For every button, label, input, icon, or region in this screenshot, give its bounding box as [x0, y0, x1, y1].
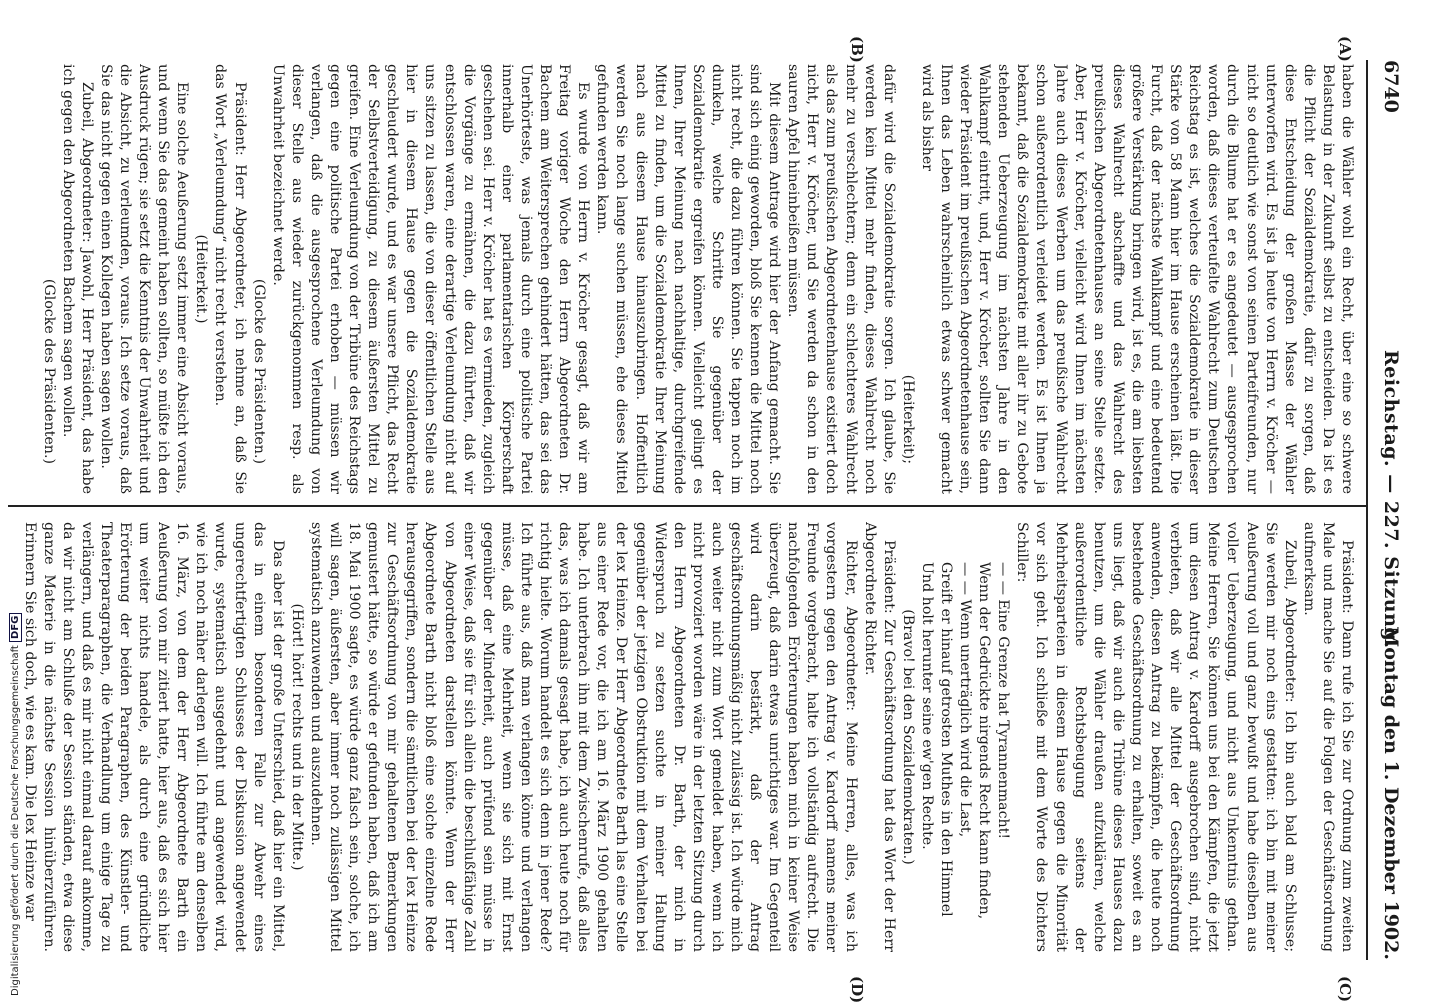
- speaker-paragraph: Präsident: Zur Geschäftsordnung hat das Wort der Herr Abgeordnete Richter.: [861, 522, 897, 952]
- interjection: (Glocke des Präsidenten.): [250, 278, 267, 464]
- interjection: (Heiterkeit.): [193, 234, 210, 324]
- verse-line: Und holt herunter seine ew'gen Rechte.: [918, 562, 935, 850]
- verse-line: Wenn der Gedrückte nirgends Recht kann finden,: [976, 562, 993, 920]
- speaker-paragraph: Zubeil, Abgeordneter: Jawohl, Herr Präsident, das habe ich gegen den Abgeordneten Bachem sagen wollen.: [59, 64, 95, 494]
- credit-text: Digitalisierung gefördert durch die Deutsche Forschungsgemeinschaft: [10, 645, 21, 996]
- column-divider: [8, 505, 1368, 507]
- interjection: (Bravo! bei den Sozialdemokraten.): [899, 609, 916, 865]
- verse-line: — — Wenn unerträglich wird die Last,: [957, 562, 974, 838]
- right-column: [16, 522, 1356, 952]
- margin-marker-b: (B): [848, 36, 866, 63]
- session-title: Reichstag. — 227. Sitzung.: [1380, 350, 1402, 649]
- paragraph: dafür wird die Sozialdemokratie sorgen. Ich glaube, Sie werden kein Mittel mehr finden, dieses Wahlrecht noch mehr zu verschlechtern; denn ein schlechteres Wahlrecht als das zum preußischen Abgeordnetenhause existiert doch nicht, Herr v. Kröcher, und Sie werden da schon in den sauren Apfel hineinbeißen müssen.: [785, 64, 897, 494]
- paragraph: haben die Wähler wohl ein Recht, über eine so schwere Belastung in der Zukunft selbst zu entscheiden. Da ist es die Pflicht der Sozialdemokratie, dafür zu sorgen, daß diese Entscheidung der großen Masse der Wähler unterworfen wird. Es ist ja heute von Herrn v. Kröcher — nicht so deutlich wie sonst von seinen Parteifreunden, nur durch die Blume hat er es angedeutet — ausgesprochen worden, daß dieses verteufelte Wahlrecht zum Deutschen Reichstag es ist, welches die Sozialdemokratie in dieser Stärke von 58 Mann hier im Hause erscheinen läßt. Die Furcht, daß der nächste Wahlkampf und eine bedeutend größere Verstärkung bringen wird, ist es, die am liebsten dieses Wahlrecht abschaffte und das Wahlrecht des preußischen Abgeordnetenhauses an seine Stelle setzte. Aber, Herr v. Kröcher, vielleicht wird Ihnen im nächsten Jahre auch dieses Werben um das preußische Wahlrecht schon außerordentlich verleidet werden. Es ist Ihnen ja bekannt, daß die Sozialdemokratie mit aller ihr zu Gebote stehenden Ueberzeugung im nächsten Jahre in den Wahlkampf eintritt, und, Herr v. Kröcher, sollten Sie dann wieder Präsident im preußischen Abgeordnetenhause sein, Ihnen das Leben wahrscheinlich etwas schwer gemacht wird als bisher: [918, 64, 1355, 494]
- speaker-paragraph: Präsident: Dann rufe ich Sie zur Ordnung zum zweiten Male und mache Sie auf die Folgen der Geschäftsordnung aufmerksam.: [1300, 522, 1355, 952]
- paragraph: Es wurde von Herrn v. Kröcher gesagt, daß wir am Freitag voriger Woche den Herrn Abgeordneten Dr. Bachem am Weitersprechen gehindert hätten, das sei das Unerhörteste, was jemals durch eine politische Partei innerhalb einer parlamentarischen Körperschaft geschehen sei. Herr v. Kröcher hat es vermieden, zugleich die Vorgänge zu ermähnen, die dazu führten, daß wir entschlossen waren, eine derartige Verleumdung nicht auf uns sitzen zu lassen, die von dieser öffentlichen Stelle aus hier in diesem Hause gegen die Sozialdemokratie geschleudert wurde, und es war unsere Pflicht, das Recht der Selbstverteidigung, zu diesem äußersten Mittel zu greifen. Eine Verleumdung von der Tribüne des Reichstags gegen eine politische Partei erhoben — müssen wir verlangen, daß die ausgesprochene Verleumdung von dieser Stelle aus wieder zurückgenommen resp. als Unwahrheit bezeichnet werde.: [269, 64, 592, 494]
- verse-line: Greift er hinauf getrosten Muthes in den Himmel: [938, 562, 955, 917]
- dfg-logo: DFG: [9, 613, 22, 642]
- paragraph: Eine solche Aeußerung setzt immer eine Absicht voraus, und wenn Sie das gemeint haben sollten, so müßte ich den Ausdruck rügen; sie setzt die Kenntnis der Unwahrheit und die Absicht, zu verleumden, voraus. Ich setze voraus, daß Sie das nicht gegen einen Kollegen haben sagen wollen.: [97, 64, 191, 494]
- paragraph: Mit diesem Antrage wird hier der Anfang gemacht. Sie sind sich einig geworden, bloß Sie kennen die Mittel noch nicht recht, die dazu führen können. Sie tappen noch im dunkeln, welche Schritte Sie gegenüber der Sozialdemokratie ergreifen können. Vielleicht gelingt es Ihnen, Ihrer Meinung nach nachhaltige, durchgreifende Mittel zu finden, um die Sozialdemokratie Ihrer Meinung nach aus diesem Hause hinauszubringen. Hoffentlich werden Sie noch lange suchen müssen, ehe dieses Mittel gefunden werden kann.: [594, 64, 783, 494]
- interjection: (Glocke des Präsidenten.): [40, 278, 57, 464]
- page-header: [1366, 60, 1408, 960]
- interjection: (Heiterkeit);: [899, 374, 916, 464]
- page-number: 6740: [1380, 60, 1402, 113]
- session-date: Montag den 1. Dezember 1902.: [1380, 626, 1402, 960]
- speaker-paragraph: Präsident: Herr Abgeordneter, ich nehme an, daß Sie das Wort „Verleumdung“ nicht recht verstehen.: [212, 64, 248, 494]
- margin-marker-c: (C): [1336, 976, 1354, 1003]
- speaker-paragraph: Zubeil, Abgeordneter: Ich bin auch bald am Schlusse; Sie werden mir noch eins gestatten: ich bin mit meiner Aeußerung voll und ganz bewußt und habe dieselben aus voller Ueberzeugung, und nicht aus Unkenntnis gethan. Meine Herren, Sie können uns bei den Kämpfen, die jetzt um diesen Antrag v. Kardorff ausgebrochen sind, nicht verbieten, daß wir alle Mittel der Geschäftsordnung anwenden, diesen Antrag zu bekämpfen, die heute noch bestehende Geschäftsordnung zu erhalten, soweit es an uns liegt, daß wir auch die Tribüne dieses Hauses dazu benutzen, um die Wähler draußen aufzuklären, welche außerordentliche Rechtsbeugung seitens der Mehrheitsparteien in diesem Hause gegen die Minorität vor sich geht. Ich schließe mit dem Worte des Dichters Schiller:: [1014, 522, 1298, 952]
- digitization-credit: [10, 613, 21, 996]
- paragraph: Das aber ist der große Unterschied, daß hier ein Mittel, das in einem besonderen Falle zur Abwehr eines ungerechtfertigten Schlusses der Diskussion angewendet wurde, systematisch ausgedehnt und angewendet wird, wie ich noch näher darlegen will. Ich führte am denselben 16. März, von dem der Herr Abgeordnete Barth ein Aeußerung von mir zitiert hatte, hier aus, daß es sich hier um weiter nichts handele, als durch eine gründliche Erörterung der beiden Paragraphen, des Künstler- und Theaterparagraphen, die Verhandlung um einige Tage zu verlängern, und daß es mir nicht einmal darauf ankomme, da wir nicht am Schluße der Session ständen, etwa diese ganze Materie in die nächste Session hinüberzuführen. Erinnern Sie sich doch, wie es kam. Die lex Heinze war: [21, 522, 286, 952]
- margin-marker-a: (A): [1336, 36, 1354, 62]
- verse-line: — — Eine Grenze hat Tyrannenmacht!: [995, 562, 1012, 840]
- interjection: (Hört! hört! rechts und in der Mitte.): [288, 603, 305, 871]
- left-column: [16, 64, 1356, 494]
- margin-marker-d: (D): [848, 976, 866, 1003]
- speaker-paragraph: Richter, Abgeordneter: Meine Herren, alles, was ich vorgestern gegen den Antrag v. Kardorff namens meiner Freunde vorgebracht, halte ich vollständig aufrecht. Die nachfolgenden Erörterungen haben mich in keiner Weise überzeugt, daß darin etwas unrichtiges war. Im Gegenteil wird darin bestärkt, daß der Antrag geschäftsordnungsmäßig nicht zulässig ist. Ich würde mich auch weiter nicht zum Wort gemeldet haben, wenn ich nicht provoziert worden wäre in der letzten Sitzung durch den Herrn Abgeordneten Dr. Barth, der mich in Widerspruch zu setzen suchte in meiner Haltung gegenüber der jetzigen Obstruktion mit dem Verhalten bei der lex Heinze. Der Herr Abgeordnete Barth las eine Stelle aus einer Rede vor, die ich am 16. März 1900 gehalten habe. Ich unterbrach ihn mit dem Zwischenrufe, daß alles das, was ich damals gesagt habe, ich auch heute noch für richtig hielte. Worum handelt es sich denn in jener Rede? Ich führte aus, daß man verlangen könne und verlangen müsse, daß eine Mehrheit, wenn sie sich mit Ernst gegenüber der Minderheit, auch prüfend sein müsse in einer Weise, daß sie für sich allein die beschlußfähige Zahl von Abgeordneten darstellen könnte. Wenn der Herr Abgeordnete Barth nicht bloß eine solche einzelne Rede herausgegriffen, sondern die sämtlichen bei der lex Heinze zur Geschäftsordnung von mir gehaltenen Bemerkungen gemustert hätte, so würde er gefunden haben, daß ich am 18. Mai 1900 sagte, es würde ganz falsch sein, solche, ich will sagen, äußersten, aber immer noch zulässigen Mittel systematisch anzuwenden und auszudehnen.: [307, 522, 859, 952]
